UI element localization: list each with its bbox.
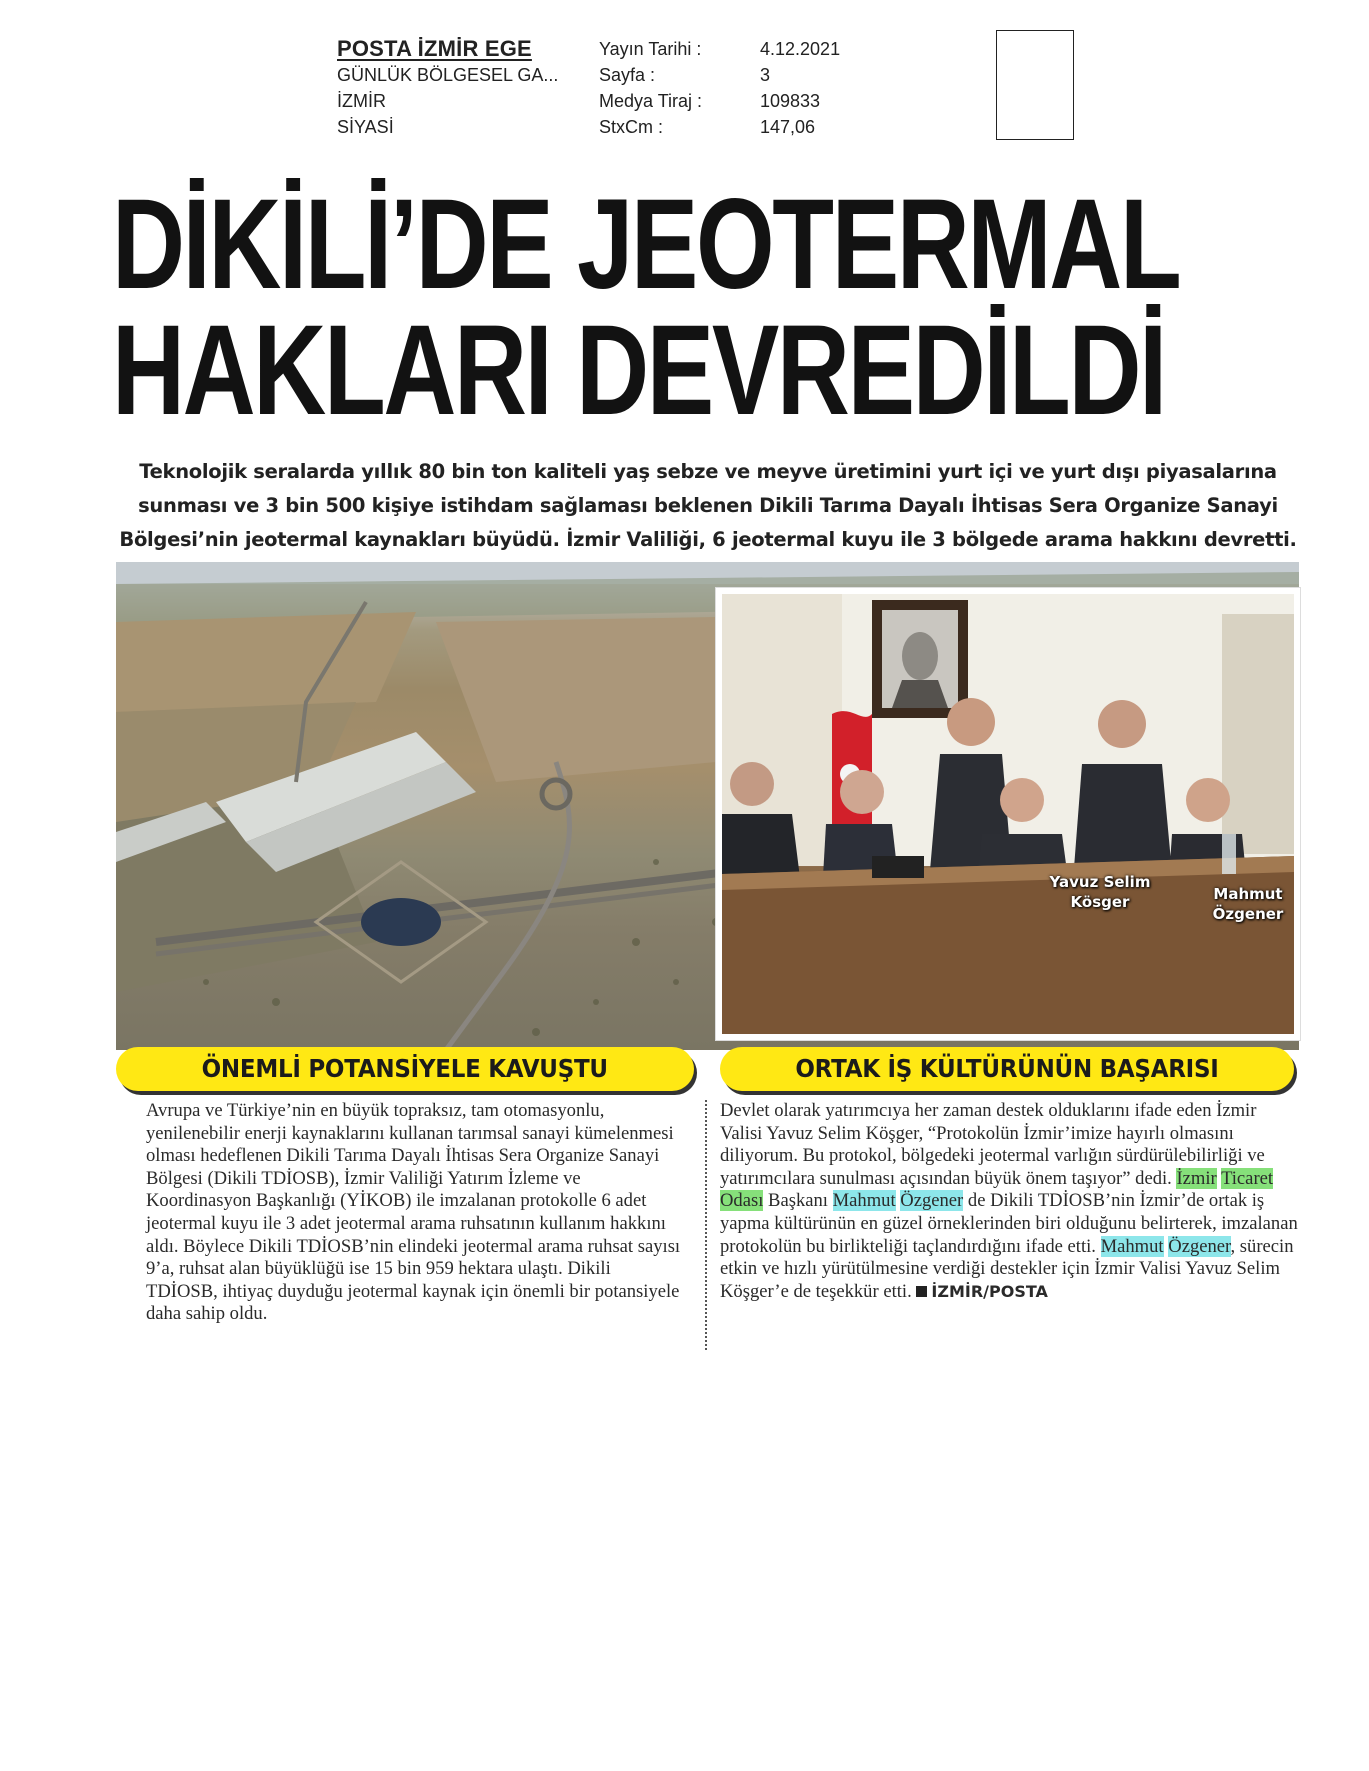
article-deck: Teknolojik seralarda yıllık 80 bin ton kaliteli yaş sebze ve meyve üretimini yurt içi ve yurt dışı piyasalarına sunması ve 3 bin 500 kişiye istihdam sağlaması beklenen Dikili Tarıma Dayalı İhtisas Sera Organize Sanayi Bölgesi’nin jeotermal kaynakları büyüdü. İzmir Valiliği, 6 jeotermal kuyu ile 3 bölgede arama hakkını devretti.	[119, 460, 1297, 551]
paragraph-text: , sürecin etkin ve hızlı yürütülmesine verdiği destekler için İzmir Valisi Yavuz Selim Köşger’e de teşekkür etti.	[720, 1235, 1294, 1302]
paragraph-text: Devlet olarak yatırımcıya her zaman destek olduklarını ifade eden İzmir Valisi Yavuz Selim Köşger, “Protokolün İzmir’imize hayırlı olmasını diliyorum. Bu protokol, bölgedeki jeotermal varlığın sürdürülebilirliği ve yatırımcılara sunulması açısından büyük önem taşıyor” dedi.	[720, 1100, 1265, 1189]
photo-caption: Mahmut Özgener	[1212, 885, 1284, 923]
section-heading-text: ORTAK İŞ KÜLTÜRÜNÜN BAŞARISI	[795, 1054, 1219, 1083]
section-heading	[116, 1047, 694, 1091]
paragraph-text: de Dikili TDİOSB’nin İzmir’de ortak iş yapma kültürünün en güzel örneklerinden biri olduğunu belirterek, imzalanan protokolün bu birlikteliği taçlandırdığını ifade etti.	[720, 1190, 1298, 1257]
article-headline	[112, 173, 1302, 442]
article-paragraph: Avrupa ve Türkiye’nin en büyük topraksız, tam otomasyonlu, yenilenebilir enerji kaynaklarını kullanan tarımsal sanayi kümelenmesi olması hedeflenen Dikili Tarıma Dayalı İhtisas Sera Organize Sanayi Bölgesi (Dikili TDİOSB), İzmir Valiliği Yatırım İzleme ve Koordinasyon Başkanlığı (YİKOB) ile imzalanan protokolle 6 adet jeotermal kuyu ile 3 adet jeotermal arama ruhsatının kullanım hakkını aldı. Böylece Dikili TDİOSB’nin elindeki jeotermal arama ruhsat sayısı 9’a, ruhsat alan büyüklüğü ise 15 bin 959 hektara ulaştı. Dikili TDİOSB, ihtiyaç duyduğu jeotermal kaynak için önemli bir potansiyele daha sahip oldu.	[146, 1100, 681, 1325]
field-label: Yayın Tarihi :	[599, 39, 702, 59]
field-label: Sayfa :	[599, 65, 656, 85]
highlight: İzmir	[1176, 1167, 1217, 1189]
publication-city: İZMİR	[337, 91, 386, 111]
field-value: 147,06	[760, 117, 816, 137]
publication-section: SİYASİ	[337, 117, 394, 137]
field-value: 3	[760, 65, 771, 85]
photo-caption: Yavuz Selim Kösger	[1049, 873, 1151, 911]
highlight: Odası	[720, 1190, 764, 1212]
square-bullet-icon	[916, 1286, 927, 1297]
byline-text: İZMİR/POSTA	[931, 1281, 1048, 1301]
article-column	[720, 1100, 1298, 1303]
column-divider	[705, 1100, 707, 1350]
section-heading-text: ÖNEMLİ POTANSİYELE KAVUŞTU	[201, 1054, 609, 1083]
highlight: Özgener	[900, 1190, 964, 1212]
signing-photo-illustration	[722, 594, 1294, 1034]
publication-category: GÜNLÜK BÖLGESEL GA...	[337, 65, 559, 85]
signing-photo	[716, 588, 1300, 1040]
publication-name: POSTA İZMİR EGE	[337, 36, 532, 61]
highlight: Mahmut	[1100, 1235, 1164, 1257]
section-heading	[720, 1047, 1294, 1091]
headline-line: DİKİLİ’DE JEOTERMAL	[112, 173, 1180, 316]
field-label: Medya Tiraj :	[599, 91, 703, 111]
highlight: Özgener	[1168, 1235, 1231, 1257]
clipping-info	[337, 36, 897, 140]
article-column	[146, 1100, 686, 1326]
byline	[916, 1282, 1048, 1301]
field-value: 109833	[760, 91, 821, 111]
field-label: StxCm :	[599, 117, 664, 137]
highlight: Mahmut	[832, 1190, 896, 1212]
paragraph-text: Başkanı	[768, 1190, 828, 1212]
article-paragraph	[720, 1100, 1298, 1303]
headline-line: HAKLARI DEVREDİLDİ	[112, 299, 1165, 442]
field-value: 4.12.2021	[760, 39, 841, 59]
highlight: Ticaret	[1221, 1167, 1274, 1189]
stamp-box	[996, 30, 1074, 140]
